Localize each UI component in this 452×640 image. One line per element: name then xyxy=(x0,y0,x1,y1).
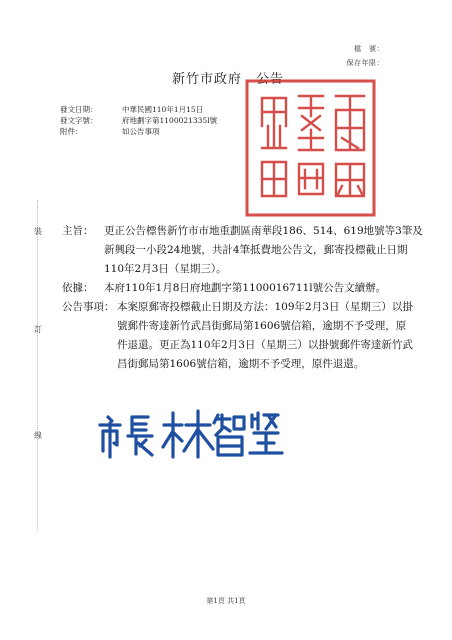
notice-label: 公告事項： xyxy=(62,301,115,313)
binding-mark: 裝 xyxy=(34,227,42,236)
issue-ref-label: 發文字號： xyxy=(60,116,98,125)
attachment-label: 附件： xyxy=(60,127,83,136)
notice-text: 本案原郵寄投標截止日期及方法：109年2月3日（星期三）以掛號郵件寄達新竹武昌街郵局第1606號信箱，逾期不予受理，原件退還。更正為110年2月3日（星期三）以掛號郵件寄達新竹武昌街郵局第1606號信箱，逾期不予受理，原件退還。 xyxy=(117,301,413,370)
official-seal xyxy=(244,78,377,218)
binding-line xyxy=(37,200,38,530)
basis-text: 本府110年1月8日府地劃字第1100016711l號公告文續辦。 xyxy=(104,282,387,294)
issue-date-label: 發文日期： xyxy=(60,105,98,114)
issue-info xyxy=(60,104,217,137)
attachment-value: 如公告事項 xyxy=(122,127,160,136)
binding-mark: 線 xyxy=(34,431,42,440)
page-footer: 第1頁 共1頁 xyxy=(206,597,246,605)
archive-number-label: 檔 號： xyxy=(354,45,384,53)
issue-ref-value: 府地劃字第1100021335l號 xyxy=(122,116,218,125)
basis-section xyxy=(62,279,424,298)
basis-label: 依據： xyxy=(62,282,94,294)
notice-section xyxy=(62,298,413,374)
subject-section xyxy=(62,222,424,279)
mayor-signature xyxy=(94,407,284,461)
page-title: 新竹市政府 公告 xyxy=(172,72,285,87)
retention-period-label: 保存年限： xyxy=(346,59,384,67)
issue-date-value: 中華民國110年1月15日 xyxy=(122,105,204,114)
binding-mark: 訂 xyxy=(34,325,42,334)
subject-text: 更正公告標售新竹市市地重劃區南華段186、514、619地號等3筆及新興段一小段24地號，共計4筆抵費地公告文，郵寄投標截止日期110年2月3日（星期三）。 xyxy=(104,225,423,275)
subject-label: 主旨： xyxy=(62,225,94,237)
